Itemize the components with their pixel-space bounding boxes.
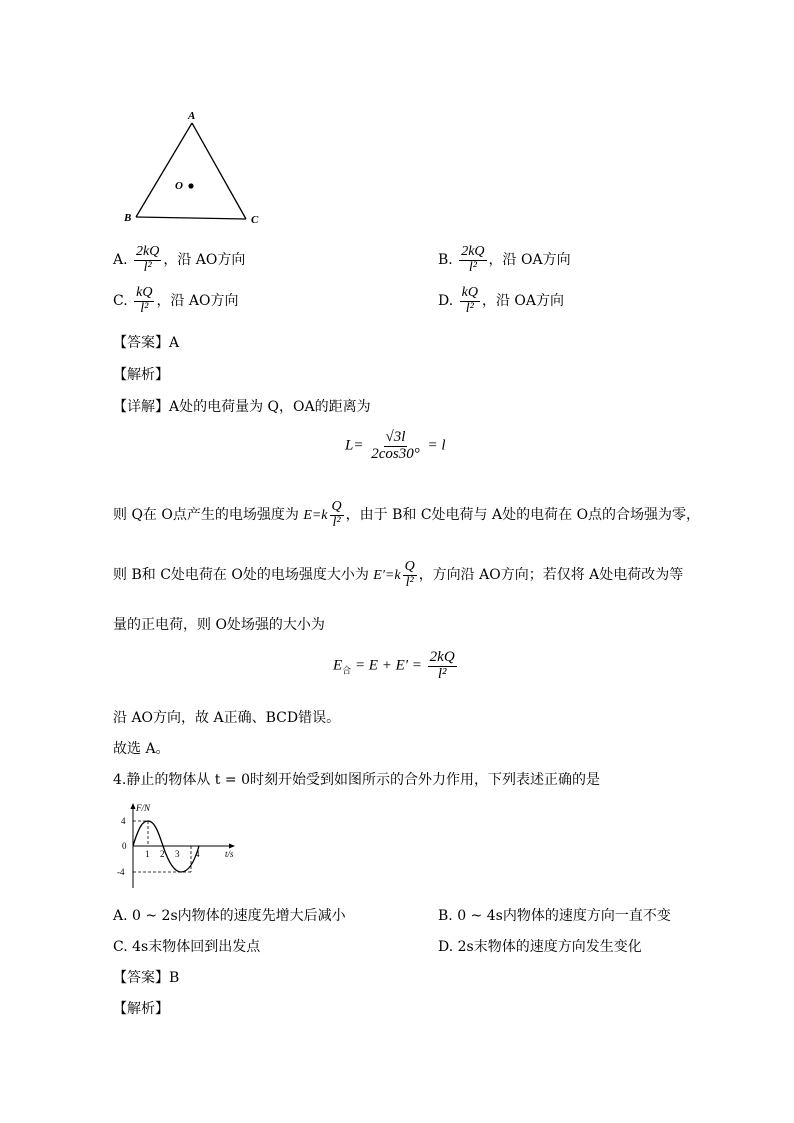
x-tick-4: 4 bbox=[195, 849, 200, 859]
paragraph-2: 则 Q在 O点产生的电场强度为 E=k $\frac{Q}{\text{l²}}$ ，由于 B和 C处电荷与 A处的电荷在 O点的合场强为零， bbox=[113, 499, 701, 530]
analysis-2: 【解析】 bbox=[113, 1001, 169, 1017]
paragraph-5: 沿 AO方向，故 A正确、BCD错误。 bbox=[113, 710, 341, 726]
analysis-1: 【解析】 bbox=[113, 367, 169, 383]
question-4: 4.静止的物体从 t = 0时刻开始受到如图所示的合外力作用，下列表述正确的是 bbox=[113, 772, 600, 788]
option2-d: D. 2s末物体的速度方向发生变化 bbox=[438, 939, 642, 955]
triangle-figure bbox=[118, 105, 278, 230]
detail-line-1: 【详解】A处的电荷量为 Q，OA的距离为 bbox=[113, 399, 371, 415]
center-o-label: O bbox=[175, 180, 183, 192]
option2-b: B. 0 ~ 4s内物体的速度方向一直不变 bbox=[438, 908, 671, 924]
option2-c: C. 4s末物体回到出发点 bbox=[113, 939, 261, 955]
vertex-c-label: C bbox=[251, 214, 259, 226]
x-axis-label: t/s bbox=[225, 849, 234, 859]
x-tick-3: 3 bbox=[175, 849, 180, 859]
option2-a: A. 0 ~ 2s内物体的速度先增大后减小 bbox=[113, 908, 346, 924]
paragraph-6: 故选 A。 bbox=[113, 741, 170, 757]
y-tick-4: 4 bbox=[121, 816, 126, 826]
vertex-a-label: A bbox=[188, 110, 196, 122]
x-tick-1: 1 bbox=[145, 849, 150, 859]
equation-l: L= $\frac{√3l}{2\cos 30^\circ}$ = l bbox=[345, 429, 446, 462]
vertex-b-label: B bbox=[124, 212, 132, 224]
y-tick-neg4: -4 bbox=[117, 867, 125, 877]
equation-e: $E_合 = E + E'$ = $\frac{2kQ}{\text{l²}}$ bbox=[333, 649, 455, 682]
force-time-graph bbox=[113, 800, 238, 892]
option-c: C. $\frac{kQ}{\text{l²}}$ ，沿 AO方向 bbox=[113, 285, 239, 316]
answer-2: 【答案】B bbox=[113, 970, 180, 986]
answer-1: 【答案】A bbox=[113, 335, 180, 351]
paragraph-4: 量的正电荷，则 O处场强的大小为 bbox=[113, 617, 325, 633]
option-a: A. $\frac{2kQ}{\text{l²}}$ ，沿 AO方向 bbox=[113, 244, 246, 275]
y-axis-label: F/N bbox=[136, 803, 151, 813]
x-tick-2: 2 bbox=[160, 849, 165, 859]
y-tick-0: 0 bbox=[122, 841, 127, 851]
paragraph-3: 则 B和 C处电荷在 O处的电场强度大小为 E′=k $\frac{Q}{\text{l²}}$ ，方向沿 AO方向；若仅将 A处电荷改为等 bbox=[113, 559, 684, 590]
option-b: B. $\frac{2kQ}{\text{l²}}$ ，沿 OA方向 bbox=[438, 244, 571, 275]
option-d: D. $\frac{kQ}{\text{l²}}$ ，沿 OA方向 bbox=[438, 285, 565, 316]
